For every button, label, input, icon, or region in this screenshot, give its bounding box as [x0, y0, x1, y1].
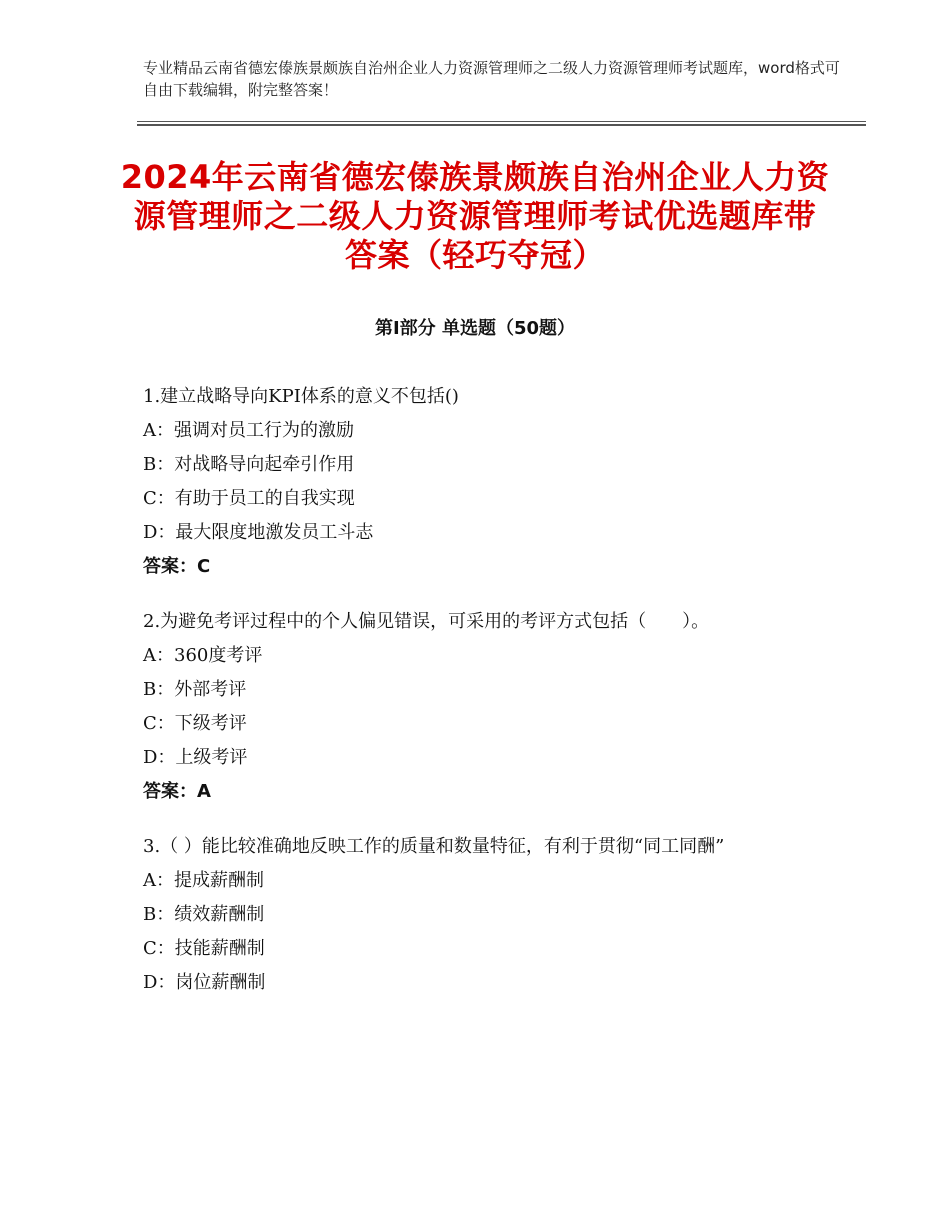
option-c: C：下级考评 — [143, 713, 247, 734]
document-title: 2024年云南省德宏傣族景颇族自治州企业人力资源管理师之二级人力资源管理师考试优选题库带答案（轻巧夺冠） — [120, 158, 830, 274]
option-d: D：岗位薪酬制 — [143, 972, 266, 993]
option-a: A：强调对员工行为的激励 — [143, 420, 354, 441]
question-2 — [143, 605, 823, 809]
option-b: B：绩效薪酬制 — [143, 904, 265, 925]
option-a: A：提成薪酬制 — [143, 870, 264, 891]
option-d: D：最大限度地激发员工斗志 — [143, 522, 374, 543]
question-stem: 1.建立战略导向KPI体系的意义不包括() — [143, 386, 459, 407]
answer: 答案：C — [143, 556, 211, 577]
option-b: B：外部考评 — [143, 679, 247, 700]
option-c: C：有助于员工的自我实现 — [143, 488, 355, 509]
question-stem: 2.为避免考评过程中的个人偏见错误，可采用的考评方式包括（ ）。 — [143, 611, 710, 632]
option-b: B：对战略导向起牵引作用 — [143, 454, 355, 475]
section-title: 第Ⅰ部分 单选题（50题） — [374, 318, 575, 339]
option-d: D：上级考评 — [143, 747, 248, 768]
option-c: C：技能薪酬制 — [143, 938, 265, 959]
question-1 — [143, 380, 823, 584]
header-note: 专业精品云南省德宏傣族景颇族自治州企业人力资源管理师之二级人力资源管理师考试题库，word格式可自由下载编辑，附完整答案！ — [143, 59, 840, 99]
answer: 答案：A — [143, 781, 211, 802]
question-3 — [143, 830, 823, 1000]
question-stem: 3.（ ）能比较准确地反映工作的质量和数量特征，有利于贯彻“同工同酬” — [143, 836, 725, 857]
header-divider — [137, 121, 866, 126]
option-a: A：360度考评 — [143, 645, 263, 666]
question-list — [143, 380, 823, 1021]
